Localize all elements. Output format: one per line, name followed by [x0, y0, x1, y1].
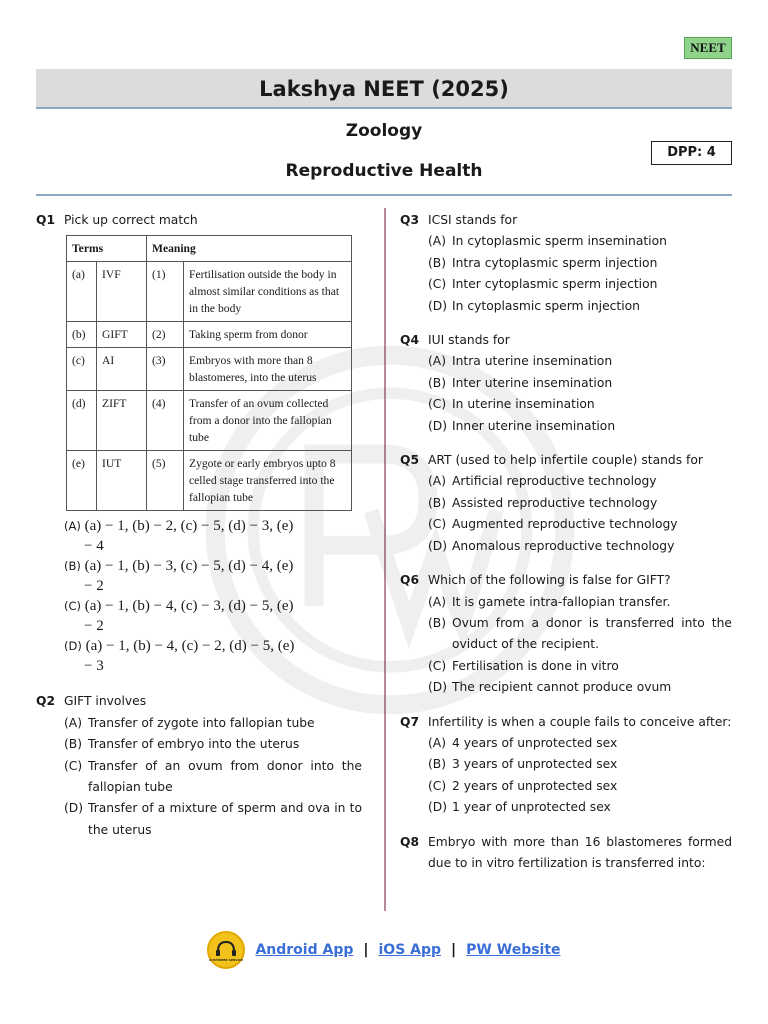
- svg-text:CUSTOMER SERVICE: CUSTOMER SERVICE: [209, 958, 244, 962]
- chapter-heading: Reproductive Health: [285, 161, 483, 181]
- option-c[interactable]: (C) Transfer of an ovum from donor into the fallopian tube: [64, 758, 362, 795]
- option-b[interactable]: (B) Transfer of embryo into the uterus: [64, 737, 300, 752]
- question-number: Q5: [400, 453, 420, 468]
- footer: [0, 928, 768, 972]
- option-b[interactable]: (B) 3 years of unprotected sex: [428, 757, 618, 772]
- right-column: [400, 210, 732, 874]
- table-cell: GIFT: [97, 322, 147, 348]
- option-d[interactable]: (D) Inner uterine insemination: [428, 418, 616, 433]
- option-a[interactable]: (A) In cytoplasmic sperm insemination: [428, 234, 667, 249]
- table-cell: (d): [67, 391, 97, 451]
- question-7: [400, 712, 732, 819]
- option-d[interactable]: (D) In cytoplasmic sperm injection: [428, 298, 640, 313]
- question-number: Q7: [400, 714, 420, 729]
- table-row: [67, 348, 352, 391]
- question-text: ART (used to help infertile couple) stands for: [428, 453, 703, 468]
- option-a[interactable]: (A) Artificial reproductive technology: [428, 474, 657, 489]
- left-column: [36, 210, 362, 841]
- option-b[interactable]: (B) Assisted reproductive technology: [428, 495, 658, 510]
- table-cell: (4): [147, 391, 184, 451]
- table-cell: Taking sperm from donor: [184, 322, 352, 348]
- header-divider: [36, 194, 732, 196]
- question-3: [400, 210, 732, 317]
- pw-website-link[interactable]: PW Website: [466, 942, 561, 958]
- question-5: [400, 450, 732, 557]
- table-cell: (b): [67, 322, 97, 348]
- question-text: Pick up correct match: [64, 213, 198, 227]
- table-cell: (e): [67, 451, 97, 511]
- question-text: IUI stands for: [428, 333, 510, 348]
- question-number: Q4: [400, 333, 420, 348]
- question-6: [400, 570, 732, 698]
- subject-heading: Zoology: [345, 121, 423, 141]
- question-number: Q3: [400, 213, 420, 227]
- table-cell: (5): [147, 451, 184, 511]
- table-header-row: [67, 236, 352, 262]
- dpp-label: DPP: 4: [651, 141, 732, 165]
- option-c[interactable]: (C) 2 years of unprotected sex: [428, 778, 618, 793]
- option-a[interactable]: (A) It is gamete intra-fallopian transfer.: [428, 594, 671, 609]
- table-cell: (3): [147, 348, 184, 391]
- question-text: Embryo with more than 16 blastomeres formed due to in vitro fertilization is transferred into:: [428, 834, 732, 870]
- table-cell: IVF: [97, 262, 147, 322]
- separator: |: [451, 942, 457, 958]
- question-2: [36, 691, 362, 841]
- question-text: Infertility is when a couple fails to conceive after:: [428, 714, 732, 729]
- question-text: ICSI stands for: [428, 213, 518, 227]
- option-d[interactable]: (D) Transfer of a mixture of sperm and ova in to the uterus: [64, 801, 362, 837]
- ios-app-link[interactable]: iOS App: [378, 942, 442, 958]
- question-number: Q2: [36, 694, 56, 709]
- table-cell: AI: [97, 348, 147, 391]
- question-number: Q8: [400, 834, 420, 849]
- option-a[interactable]: (A) Intra uterine insemination: [428, 354, 613, 369]
- option-d[interactable]: (D) 1 year of unprotected sex: [428, 800, 611, 815]
- headset-icon: [209, 937, 244, 963]
- option-c[interactable]: (C) In uterine insemination: [428, 397, 595, 412]
- question-number: Q6: [400, 573, 420, 588]
- question-number: Q1: [36, 213, 56, 227]
- table-cell: Fertilisation outside the body in almost similar conditions as that in the body: [184, 262, 352, 322]
- option-a[interactable]: (A) 4 years of unprotected sex: [428, 735, 618, 750]
- table-cell: Zygote or early embryos upto 8 celled stage transferred into the fallopian tube: [184, 451, 352, 511]
- option-d[interactable]: (D) (a) − 1, (b) − 4, (c) − 2, (d) − 5, (e) − 3: [64, 638, 295, 674]
- android-app-link[interactable]: Android App: [255, 942, 354, 958]
- table-row: [67, 262, 352, 322]
- customer-service-logo: [207, 931, 245, 969]
- table-cell: ZIFT: [97, 391, 147, 451]
- exam-badge: NEET: [684, 37, 732, 59]
- option-b[interactable]: (B) Intra cytoplasmic sperm injection: [428, 255, 658, 270]
- table-row: [67, 451, 352, 511]
- table-cell: Transfer of an ovum collected from a donor into the fallopian tube: [184, 391, 352, 451]
- table-row: [67, 322, 352, 348]
- column-divider: [384, 208, 386, 911]
- table-header: Meaning: [147, 236, 352, 262]
- option-a[interactable]: (A) (a) − 1, (b) − 2, (c) − 5, (d) − 3, (e) − 4: [64, 518, 294, 554]
- option-a[interactable]: (A) Transfer of zygote into fallopian tube: [64, 715, 315, 730]
- option-b[interactable]: (B) Inter uterine insemination: [428, 375, 613, 390]
- question-8: [400, 832, 732, 875]
- question-text: GIFT involves: [64, 694, 147, 709]
- table-header: Terms: [67, 236, 147, 262]
- table-cell: (2): [147, 322, 184, 348]
- question-4: [400, 330, 732, 437]
- table-cell: IUT: [97, 451, 147, 511]
- option-d[interactable]: (D) Anomalous reproductive technology: [428, 538, 675, 553]
- table-cell: (c): [67, 348, 97, 391]
- option-c[interactable]: (C) Inter cytoplasmic sperm injection: [428, 277, 658, 292]
- table-row: [67, 391, 352, 451]
- option-b[interactable]: (B) Ovum from a donor is transferred into the oviduct of the recipient.: [428, 615, 732, 652]
- match-table: [66, 235, 352, 511]
- option-c[interactable]: (C) (a) − 1, (b) − 4, (c) − 3, (d) − 5, (e) − 2: [64, 598, 294, 634]
- page-title: Lakshya NEET (2025): [36, 69, 732, 109]
- option-c[interactable]: (C) Augmented reproductive technology: [428, 517, 678, 532]
- option-c[interactable]: (C) Fertilisation is done in vitro: [428, 658, 619, 673]
- question-text: Which of the following is false for GIFT?: [428, 573, 671, 588]
- table-cell: (a): [67, 262, 97, 322]
- table-cell: (1): [147, 262, 184, 322]
- table-cell: Embryos with more than 8 blastomeres, into the uterus: [184, 348, 352, 391]
- question-1: [36, 210, 362, 677]
- option-d[interactable]: (D) The recipient cannot produce ovum: [428, 680, 672, 695]
- separator: |: [363, 942, 369, 958]
- option-b[interactable]: (B) (a) − 1, (b) − 3, (c) − 5, (d) − 4, (e) − 2: [64, 558, 294, 594]
